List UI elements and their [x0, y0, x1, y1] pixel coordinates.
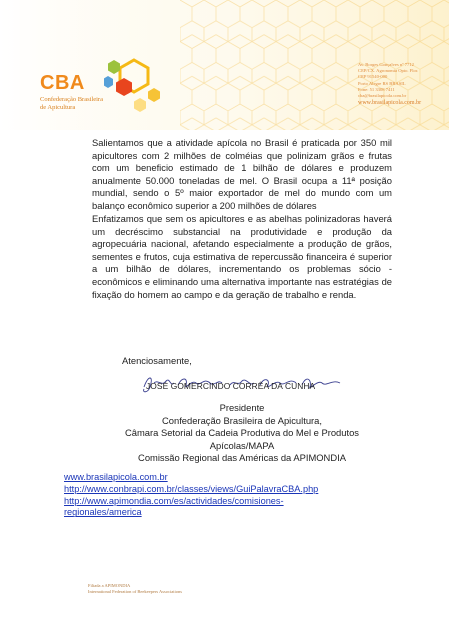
link-apimondia-continued[interactable]: regionales/america — [64, 507, 142, 518]
signer-organization: Comissão Regional das Américas da APIMONDIA — [138, 452, 346, 464]
address-line: CEP 91540-000 — [358, 74, 388, 80]
address-line: Av. Borges Gonçalves nº 7712 — [358, 62, 414, 67]
address-line: Porto Alegre RS BRASIL — [358, 80, 406, 86]
logo-title: CBA — [40, 72, 85, 94]
signature-block — [92, 402, 392, 465]
address-line: Fone: 51 3308 7411 — [358, 86, 395, 92]
closing: Atenciosamente, — [122, 355, 192, 366]
link-brasilapicola[interactable]: www.brasilapicola.com.br — [64, 472, 168, 482]
link-apimondia[interactable]: http://www.apimondia.com/es/actividades/comisiones- — [64, 495, 284, 506]
signer-title: Presidente — [219, 402, 265, 413]
signer-name: JOSÉ GOMERCINDO CORRÊA DA CUNHA — [146, 381, 316, 391]
logo-subtitle-line: de Apicultura — [40, 104, 76, 111]
logo-subtitle-line: Confederação Brasileira — [40, 96, 103, 103]
cba-logo — [40, 58, 160, 120]
paragraph-2: Enfatizamos que sem os apicultores e as abelhas polinizadoras haverá um decréscimo substancial na produtividade e produção da agropecuária nacional, afetando especialmente a produção de grãos, sementes e frutos, cuja estimativa de repercussão financeira é superior a um bilhão de dólares, incrementando os problemas sócio - econômicos e eliminando uma alternativa importante nas estratégias de fixação do homem ao campo e da geração de trabalho e renda. — [92, 213, 392, 300]
reference-links — [64, 472, 318, 519]
footer — [88, 583, 182, 595]
signer-organization: Câmara Setorial da Cadeia Produtiva do Mel e Produtos — [125, 427, 359, 439]
address-email: cba@brasilapicola.com.br — [358, 93, 407, 99]
signer-organization: Apícolas/MAPA — [209, 439, 275, 451]
footer-line: International Federation of Beekeepers Associations — [88, 589, 182, 594]
letterhead-address — [358, 62, 443, 108]
link-conbrapi[interactable]: http://www.conbrapi.com.br/classes/views/GuiPalavraCBA.php — [64, 483, 319, 494]
paragraph-1: Salientamos que a atividade apícola no Brasil é praticada por 350 mil apicultores com 2 milhões de colméias que polinizam grãos e frutas com um beneficio estimado de 1 bilhão de dólares e produzem anualmente 50.000 toneladas de mel. O Brasil ocupa a 11ª posição mundial, sendo o 5º maior exportador de mel do mundo com um balanço econômico superior a 200 milhões de dólares — [92, 137, 392, 211]
letterhead-website: www.brasilapicola.com.br — [358, 100, 422, 107]
signer-organization: Confederação Brasileira de Apicultura, — [162, 414, 322, 426]
footer-line: Filiada a APIMONDIA — [88, 583, 131, 588]
address-line: CEP/CX. Agronomia Opto. Flor. — [358, 68, 419, 74]
logo-subtitle — [40, 96, 120, 112]
